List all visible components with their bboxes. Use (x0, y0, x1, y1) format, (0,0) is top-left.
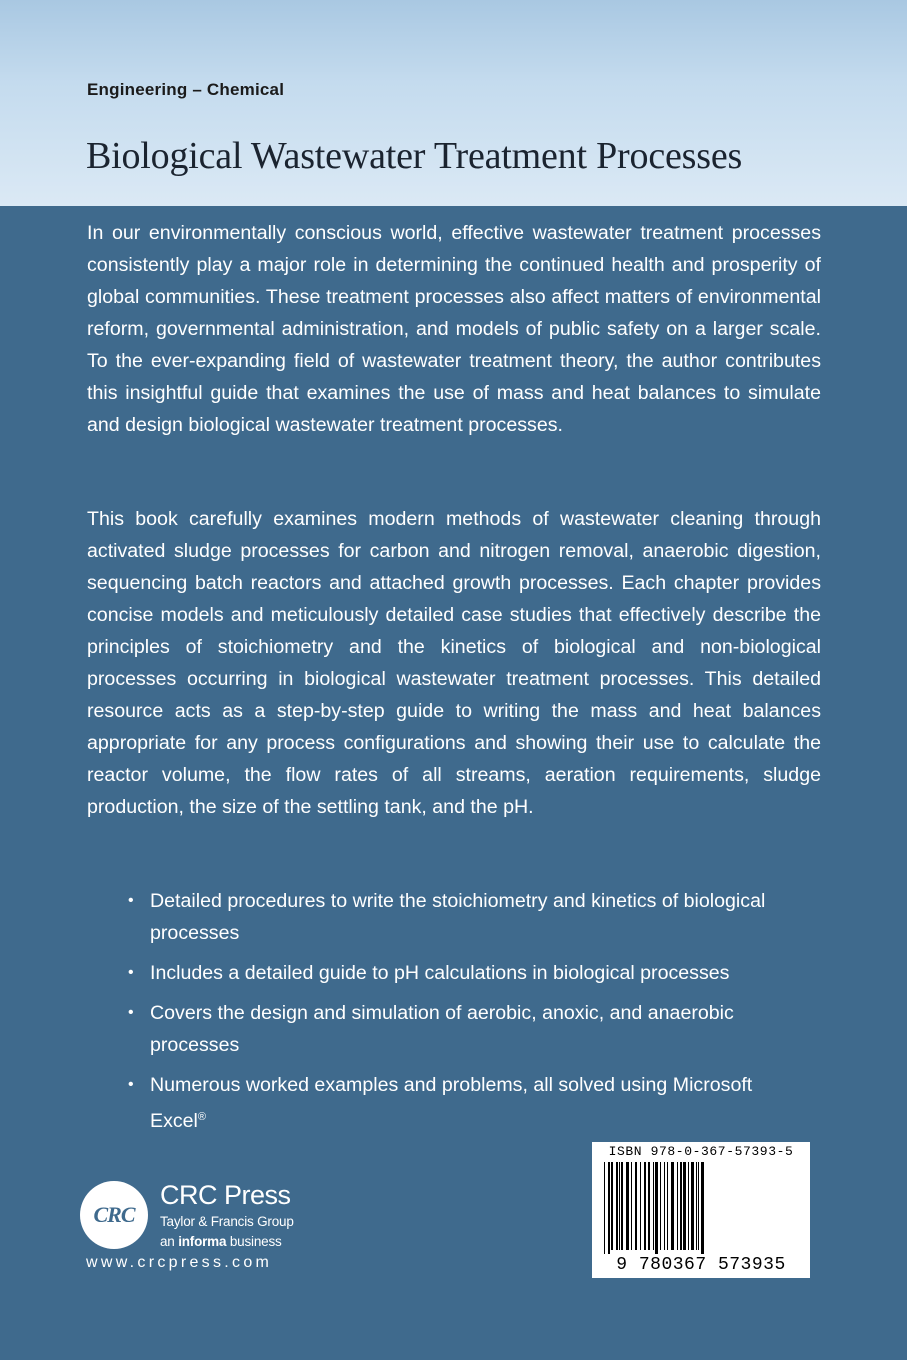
barcode-bar (660, 1162, 661, 1250)
registered-mark: ® (197, 1111, 207, 1123)
barcode-bar (664, 1162, 665, 1250)
description-paragraph: In our environmentally conscious world, effective wastewater treatment processes consistently play a major role in determining the continued health and prosperity of global communities. These treatment processes also affect matters of environmental reform, governmental administration, and models of public safety on a larger scale. To the ever-expanding field of wastewater treatment theory, the author contributes this insightful guide that examines the use of mass and heat balances to simulate and design biological wastewater treatment processes. (87, 222, 821, 436)
barcode-bar (688, 1162, 689, 1250)
barcode-bar (671, 1162, 674, 1250)
feature-text: Includes a detailed guide to pH calculations in biological processes (150, 962, 730, 984)
informa-line (160, 1232, 294, 1252)
barcode-bar (631, 1162, 632, 1250)
informa-prefix: an (160, 1234, 175, 1249)
bullet-icon: • (128, 1004, 134, 1021)
barcode-bar (696, 1162, 697, 1250)
barcode-bar (626, 1162, 629, 1250)
barcode-bar (691, 1162, 694, 1250)
barcode-bar (701, 1162, 704, 1254)
barcode-bar (653, 1162, 654, 1250)
barcode-bar (677, 1162, 678, 1250)
barcode (592, 1142, 810, 1278)
barcode-bars-icon (600, 1162, 802, 1254)
description-paragraph: This book carefully examines modern methods of wastewater cleaning through activated sludge processes for carbon and nitrogen removal, anaerobic digestion, sequencing batch reactors and attached growth processes. Each chapter provides concise models and meticulously detailed case studies that effectively describe the principles of stoichiometry and the kinetics of biological and non-biological processes occurring in biological wastewater treatment processes. This detailed resource acts as a step-by-step guide to writing the mass and heat balances appropriate for any process configurations and showing their use to calculate the reactor volume, the flow rates of all streams, aeration requirements, sludge production, the size of the settling tank, and the pH. (87, 508, 821, 818)
feature-text: Covers the design and simulation of aerobic, anoxic, and anaerobic processes (150, 1002, 734, 1056)
barcode-bar (616, 1162, 618, 1250)
feature-item (87, 997, 787, 1061)
feature-item (87, 885, 787, 949)
publisher-block (160, 1180, 294, 1252)
barcode-number: 9 780367 573935 (616, 1255, 786, 1275)
header-band (0, 0, 907, 206)
feature-text: Detailed procedures to write the stoichiometry and kinetics of biological processes (150, 890, 766, 944)
barcode-bar (648, 1162, 650, 1250)
publisher-website: www.crcpress.com (86, 1254, 273, 1271)
publisher-group: Taylor & Francis Group (160, 1214, 294, 1229)
feature-list (87, 885, 787, 1145)
barcode-bar (611, 1162, 613, 1250)
informa-name: informa (178, 1234, 227, 1249)
barcode-bar (608, 1162, 610, 1254)
feature-item (87, 1069, 787, 1137)
feature-text: Numerous worked examples and problems, all solved using Microsoft Excel (150, 1074, 753, 1132)
isbn-label: ISBN 978-0-367-57393-5 (608, 1144, 794, 1159)
barcode-bar (640, 1162, 641, 1250)
barcode-bar (644, 1162, 646, 1250)
logo-text: CRC (93, 1202, 135, 1227)
category-label: Engineering – Chemical (87, 80, 285, 99)
bullet-icon: • (128, 892, 134, 909)
barcode-bar (604, 1162, 605, 1254)
crc-logo-icon (80, 1181, 148, 1249)
barcode-bar (621, 1162, 623, 1250)
barcode-bar (698, 1162, 699, 1250)
barcode-bar (667, 1162, 668, 1250)
barcode-bar (655, 1162, 658, 1254)
bullet-icon: • (128, 964, 134, 981)
feature-item (87, 957, 787, 989)
barcode-bar (635, 1162, 637, 1250)
book-title: Biological Wastewater Treatment Processes (86, 135, 743, 177)
barcode-bar (683, 1162, 686, 1250)
barcode-bar (619, 1162, 620, 1250)
informa-suffix: business (229, 1234, 282, 1249)
publisher-name: CRC Press (160, 1180, 291, 1210)
bullet-icon: • (128, 1076, 134, 1093)
barcode-bar (680, 1162, 682, 1250)
